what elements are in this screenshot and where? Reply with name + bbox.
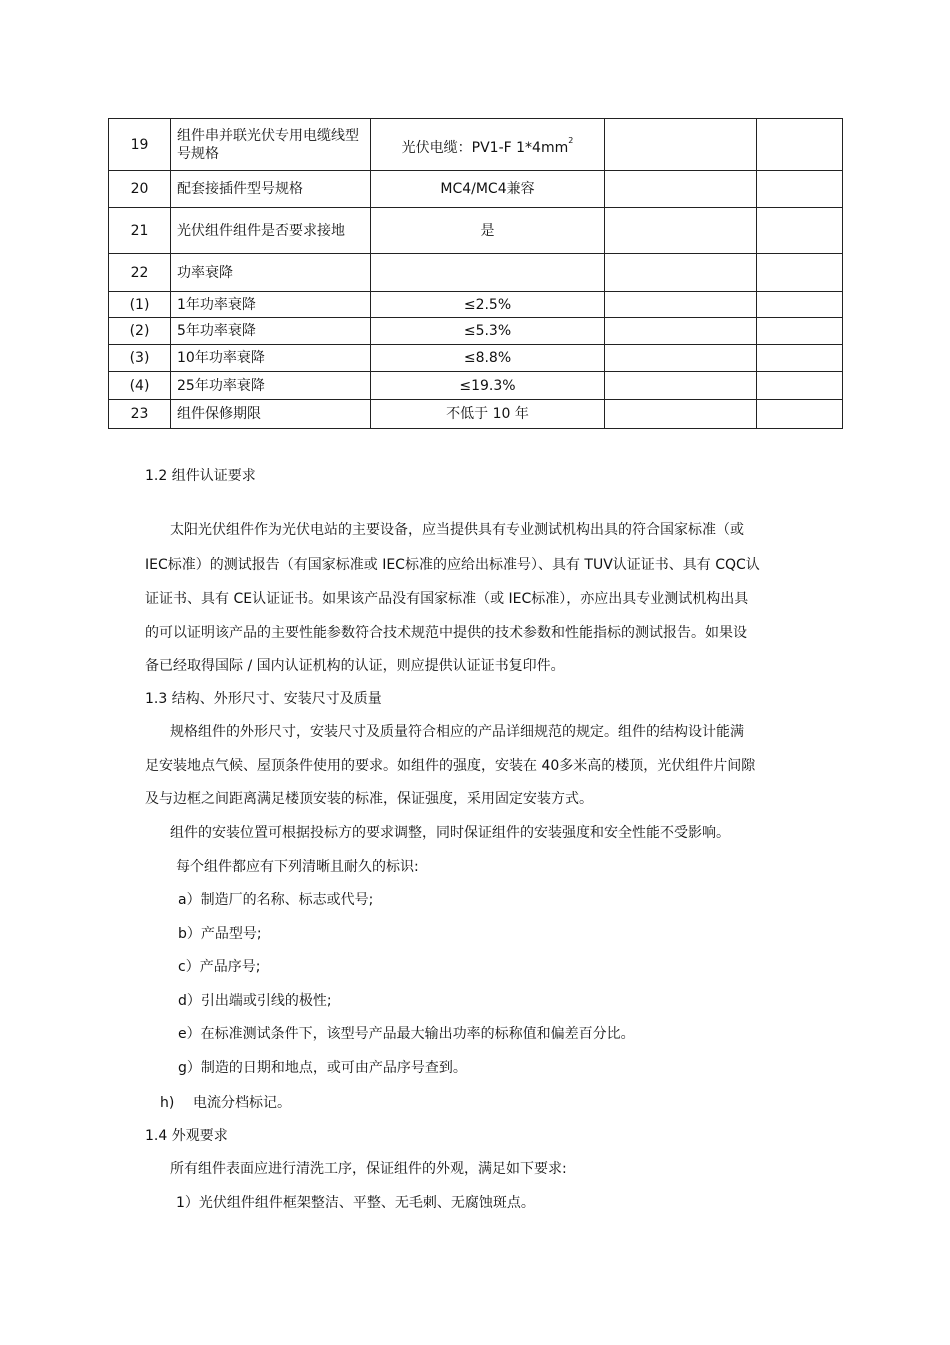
table-row bbox=[109, 372, 843, 400]
list-item: c）产品序号; bbox=[178, 959, 261, 975]
paragraph-line: 及与边框之间距离满足楼顶安装的标准，保证强度，采用固定安装方式。 bbox=[145, 791, 593, 807]
empty-cell bbox=[757, 254, 843, 292]
empty-cell bbox=[605, 400, 757, 429]
row-number: 22 bbox=[109, 254, 171, 292]
row-number: (3) bbox=[109, 345, 171, 372]
empty-cell bbox=[605, 119, 757, 171]
list-item: d）引出端或引线的极性; bbox=[178, 993, 332, 1009]
list-item: b）产品型号; bbox=[178, 926, 262, 942]
empty-cell bbox=[757, 208, 843, 254]
table-row bbox=[109, 171, 843, 208]
row-value: ≤5.3% bbox=[371, 318, 605, 345]
list-item: 1）光伏组件组件框架整洁、平整、无毛刺、无腐蚀斑点。 bbox=[176, 1195, 535, 1211]
paragraph-line: 规格组件的外形尺寸，安装尺寸及质量符合相应的产品详细规范的规定。组件的结构设计能满 bbox=[170, 724, 744, 740]
paragraph-line: 足安装地点气候、屋顶条件使用的要求。如组件的强度，安装在 40多米高的楼顶，光伏组件片间隙 bbox=[145, 758, 756, 774]
empty-cell bbox=[757, 345, 843, 372]
empty-cell bbox=[605, 254, 757, 292]
paragraph-line: 太阳光伏组件作为光伏电站的主要设备，应当提供具有专业测试机构出具的符合国家标准（或 bbox=[170, 522, 744, 538]
list-item-label: h) bbox=[160, 1095, 175, 1111]
row-item: 10年功率衰降 bbox=[171, 345, 371, 372]
row-value: ≤19.3% bbox=[371, 372, 605, 400]
table-row bbox=[109, 254, 843, 292]
row-number: 20 bbox=[109, 171, 171, 208]
row-number: 19 bbox=[109, 119, 171, 171]
empty-cell bbox=[605, 345, 757, 372]
empty-cell bbox=[605, 292, 757, 318]
table-row bbox=[109, 318, 843, 345]
empty-cell bbox=[757, 372, 843, 400]
row-value bbox=[371, 119, 605, 171]
table-row bbox=[109, 292, 843, 318]
row-item: 组件串并联光伏专用电缆线型号规格 bbox=[171, 119, 371, 171]
list-item: a）制造厂的名称、标志或代号; bbox=[178, 892, 374, 908]
table-row bbox=[109, 400, 843, 429]
row-item: 组件保修期限 bbox=[171, 400, 371, 429]
empty-cell bbox=[605, 318, 757, 345]
empty-cell bbox=[757, 292, 843, 318]
row-number: 23 bbox=[109, 400, 171, 429]
row-number: (4) bbox=[109, 372, 171, 400]
row-number: (1) bbox=[109, 292, 171, 318]
table-row bbox=[109, 119, 843, 171]
paragraph-line: 组件的安装位置可根据投标方的要求调整，同时保证组件的安装强度和安全性能不受影响。 bbox=[170, 825, 730, 841]
row-number: (2) bbox=[109, 318, 171, 345]
row-item: 功率衰降 bbox=[171, 254, 371, 292]
row-item: 25年功率衰降 bbox=[171, 372, 371, 400]
empty-cell bbox=[605, 372, 757, 400]
row-value: MC4/MC4兼容 bbox=[371, 171, 605, 208]
section-heading-1-4: 1.4 外观要求 bbox=[145, 1128, 228, 1144]
paragraph-line: 每个组件都应有下列清晰且耐久的标识: bbox=[176, 859, 419, 875]
empty-cell bbox=[757, 400, 843, 429]
table-row bbox=[109, 345, 843, 372]
paragraph-line: 备已经取得国际 / 国内认证机构的认证，则应提供认证证书复印件。 bbox=[145, 658, 565, 674]
paragraph-line: 所有组件表面应进行清洗工序，保证组件的外观，满足如下要求: bbox=[170, 1161, 567, 1177]
row-item: 5年功率衰降 bbox=[171, 318, 371, 345]
list-item: e）在标准测试条件下，该型号产品最大输出功率的标称值和偏差百分比。 bbox=[178, 1026, 635, 1042]
row-item: 光伏组件组件是否要求接地 bbox=[171, 208, 371, 254]
paragraph-line: 证证书、具有 CE认证证书。如果该产品没有国家标准（或 IEC标准），亦应出具专业测试机构出具 bbox=[145, 591, 749, 607]
empty-cell bbox=[605, 208, 757, 254]
paragraph-line: 的可以证明该产品的主要性能参数符合技术规范中提供的技术参数和性能指标的测试报告。如果设 bbox=[145, 625, 747, 641]
row-value: 不低于 10 年 bbox=[371, 400, 605, 429]
row-item: 配套接插件型号规格 bbox=[171, 171, 371, 208]
list-item: g）制造的日期和地点，或可由产品序号查到。 bbox=[178, 1060, 467, 1076]
table-row bbox=[109, 208, 843, 254]
paragraph-line: IEC标准）的测试报告（有国家标准或 IEC标准的应给出标准号）、具有 TUV认证证书、具有 CQC认 bbox=[145, 557, 760, 573]
row-value: ≤2.5% bbox=[371, 292, 605, 318]
row-value-text: 光伏电缆：PV1-F 1*4mm bbox=[401, 140, 569, 156]
empty-cell bbox=[757, 119, 843, 171]
spec-table bbox=[108, 118, 843, 429]
empty-cell bbox=[757, 318, 843, 345]
empty-cell bbox=[605, 171, 757, 208]
section-heading-1-2: 1.2 组件认证要求 bbox=[145, 468, 256, 484]
row-value bbox=[371, 254, 605, 292]
row-value: ≤8.8% bbox=[371, 345, 605, 372]
section-heading-1-3: 1.3 结构、外形尺寸、安装尺寸及质量 bbox=[145, 691, 382, 707]
list-item-text: 电流分档标记。 bbox=[193, 1095, 291, 1111]
row-value: 是 bbox=[371, 208, 605, 254]
row-item: 1年功率衰降 bbox=[171, 292, 371, 318]
superscript: 2 bbox=[568, 136, 574, 145]
empty-cell bbox=[757, 171, 843, 208]
row-number: 21 bbox=[109, 208, 171, 254]
